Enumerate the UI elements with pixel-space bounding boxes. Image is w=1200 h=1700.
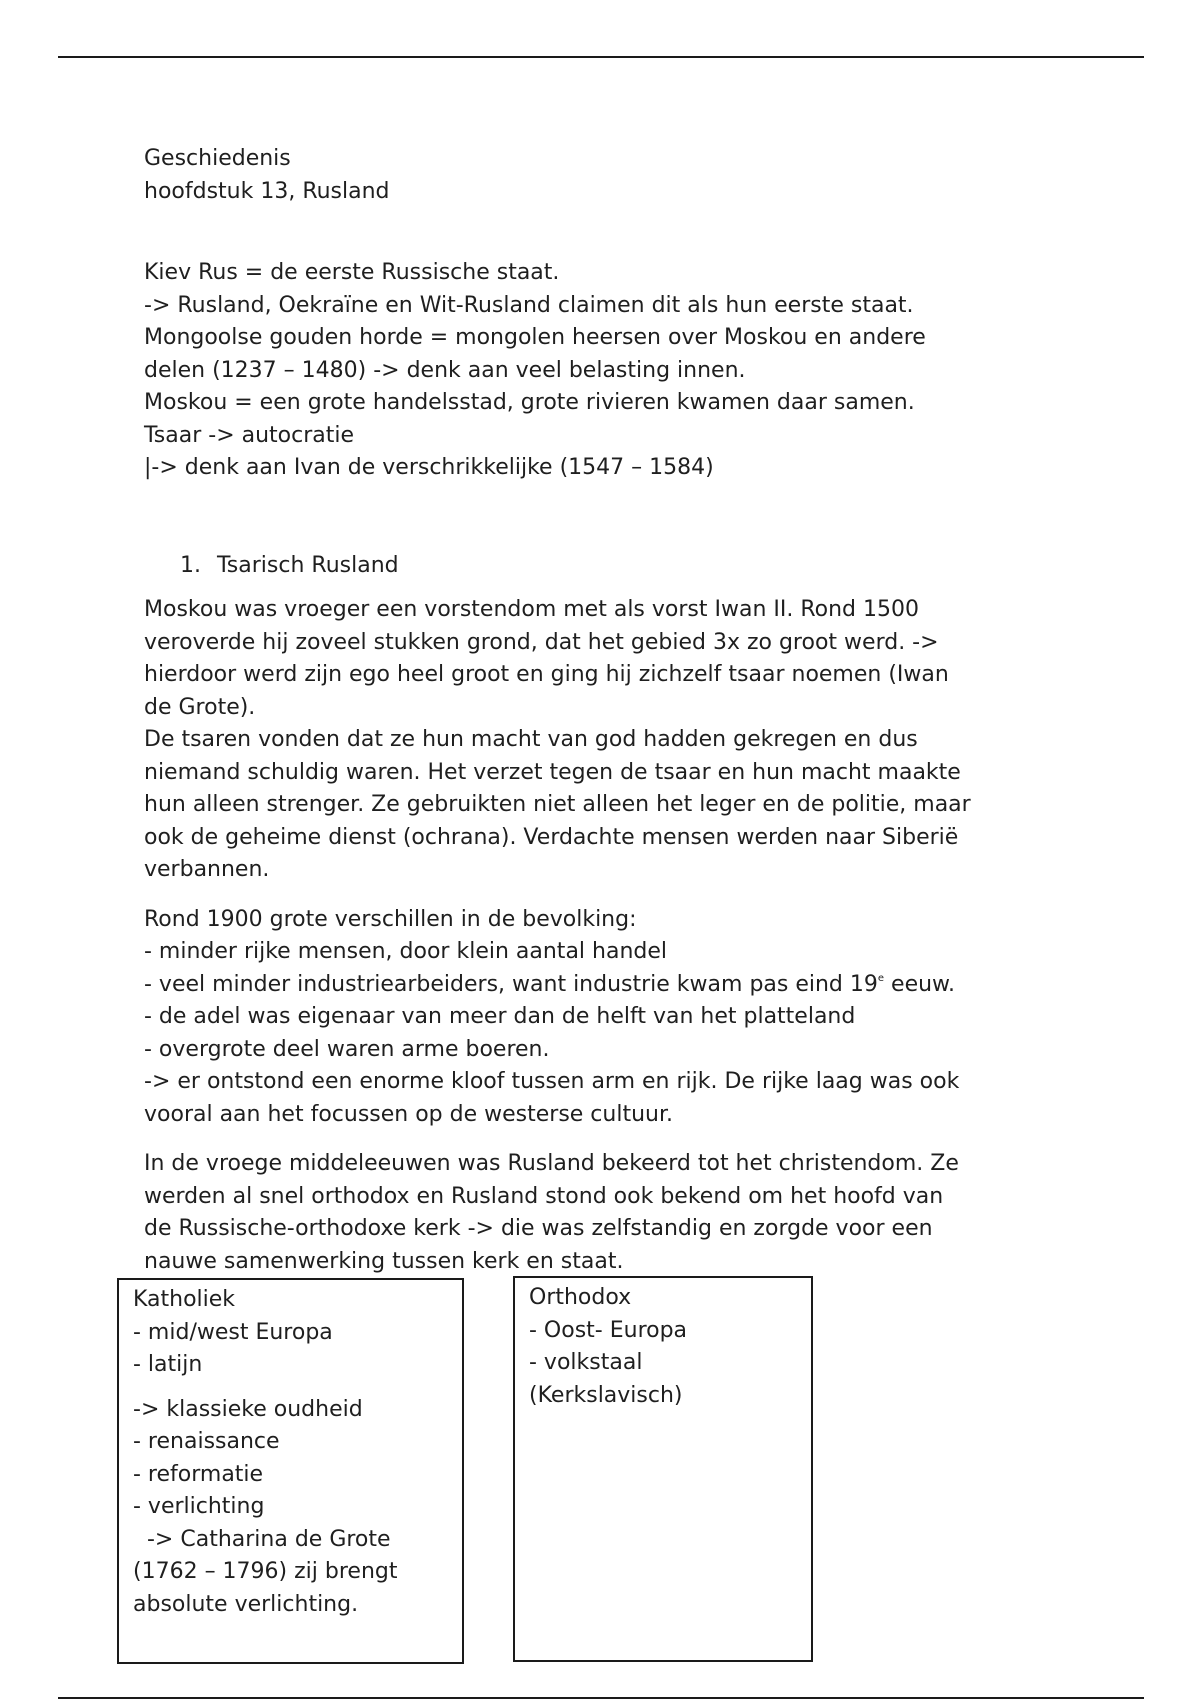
box-item: -> klassieke oudheid xyxy=(133,1396,363,1422)
footer-rule xyxy=(58,1697,1144,1699)
intro-line: Kiev Rus = de eerste Russische staat. xyxy=(144,260,560,285)
intro-line: -> Rusland, Oekraïne en Wit-Rusland claimen dit als hun eerste staat. xyxy=(144,292,914,318)
paragraph-line: In de vroege middeleeuwen was Rusland bekeerd tot het christendom. Ze xyxy=(144,1151,959,1176)
line-text: eeuw. xyxy=(884,971,956,997)
paragraph-line: Rond 1900 grote verschillen in de bevolking: xyxy=(144,906,637,932)
intro-line: |-> denk aan Ivan de verschrikkelijke (1547 – 1584) xyxy=(144,455,714,480)
box-item: (1762 – 1796) zij brengt xyxy=(133,1559,398,1584)
paragraph-line: hierdoor werd zijn ego heel groot en ging hij zichzelf tsaar noemen (Iwan xyxy=(144,662,949,687)
box-item: - mid/west Europa xyxy=(133,1319,333,1345)
paragraph-line: niemand schuldig waren. Het verzet tegen de tsaar en hun macht maakte xyxy=(144,759,961,785)
subject-title: Geschiedenis xyxy=(144,146,291,171)
orthodox-box xyxy=(513,1276,813,1662)
intro-line: Tsaar -> autocratie xyxy=(144,422,355,448)
section-title: Tsarisch Rusland xyxy=(217,552,399,578)
intro-line: delen (1237 – 1480) -> denk aan veel belasting innen. xyxy=(144,357,746,383)
paragraph-line: Moskou was vroeger een vorstendom met als vorst Iwan II. Rond 1500 xyxy=(144,597,919,622)
chapter-title: hoofdstuk 13, Rusland xyxy=(144,178,390,204)
superscript: e xyxy=(877,972,885,984)
paragraph-bevolking xyxy=(144,904,1084,1132)
box-item: -> Catharina de Grote xyxy=(133,1526,391,1552)
box-item: - volkstaal xyxy=(529,1350,643,1375)
box-title: Orthodox xyxy=(529,1285,632,1310)
paragraph-line: de Grote). xyxy=(144,694,256,720)
katholiek-box xyxy=(117,1278,464,1664)
paragraph-line: - minder rijke mensen, door klein aantal handel xyxy=(144,939,668,964)
paragraph-line: ook de geheime dienst (ochrana). Verdachte mensen werden naar Siberië xyxy=(144,824,959,850)
paragraph-line: hun alleen strenger. Ze gebruikten niet alleen het leger en de politie, maar xyxy=(144,792,971,817)
paragraph-line: -> er ontstond een enorme kloof tussen arm en rijk. De rijke laag was ook xyxy=(144,1069,960,1094)
paragraph-line: vooral aan het focussen op de westerse cultuur. xyxy=(144,1101,673,1127)
paragraph-line: - overgrote deel waren arme boeren. xyxy=(144,1036,550,1062)
intro-block xyxy=(144,257,1084,485)
section-heading xyxy=(144,550,1084,583)
box-item: (Kerkslavisch) xyxy=(529,1382,683,1408)
intro-line: Mongoolse gouden horde = mongolen heersen over Moskou en andere xyxy=(144,325,926,350)
section-number: 1. xyxy=(180,552,201,578)
paragraph-line: - de adel was eigenaar van meer dan de helft van het platteland xyxy=(144,1004,856,1029)
paragraph-line: verbannen. xyxy=(144,857,270,882)
box-item: - renaissance xyxy=(133,1429,280,1454)
paragraph-line: veroverde hij zoveel stukken grond, dat het gebied 3x zo groot werd. -> xyxy=(144,629,939,655)
paragraph-line: werden al snel orthodox en Rusland stond ook bekend om het hoofd van xyxy=(144,1183,944,1209)
box-item: - Oost- Europa xyxy=(529,1317,688,1343)
box-item: - reformatie xyxy=(133,1461,264,1487)
paragraph-line: de Russische-orthodoxe kerk -> die was zelfstandig en zorgde voor een xyxy=(144,1216,933,1241)
intro-line: Moskou = een grote handelsstad, grote rivieren kwamen daar samen. xyxy=(144,390,915,415)
paragraph-line xyxy=(144,969,1084,1002)
paragraph-tsaren xyxy=(144,594,1084,887)
box-title: Katholiek xyxy=(133,1287,236,1312)
box-item: - latijn xyxy=(133,1352,203,1377)
paragraph-line: nauwe samenwerking tussen kerk en staat. xyxy=(144,1248,624,1274)
paragraph-kerk xyxy=(144,1148,1084,1278)
document-body xyxy=(144,143,1084,1278)
box-item: absolute verlichting. xyxy=(133,1591,359,1617)
box-item: - verlichting xyxy=(133,1494,265,1519)
paragraph-line: De tsaren vonden dat ze hun macht van god hadden gekregen en dus xyxy=(144,727,918,752)
header-rule xyxy=(58,56,1144,58)
line-text: - veel minder industriearbeiders, want industrie kwam pas eind 19 xyxy=(144,971,878,997)
